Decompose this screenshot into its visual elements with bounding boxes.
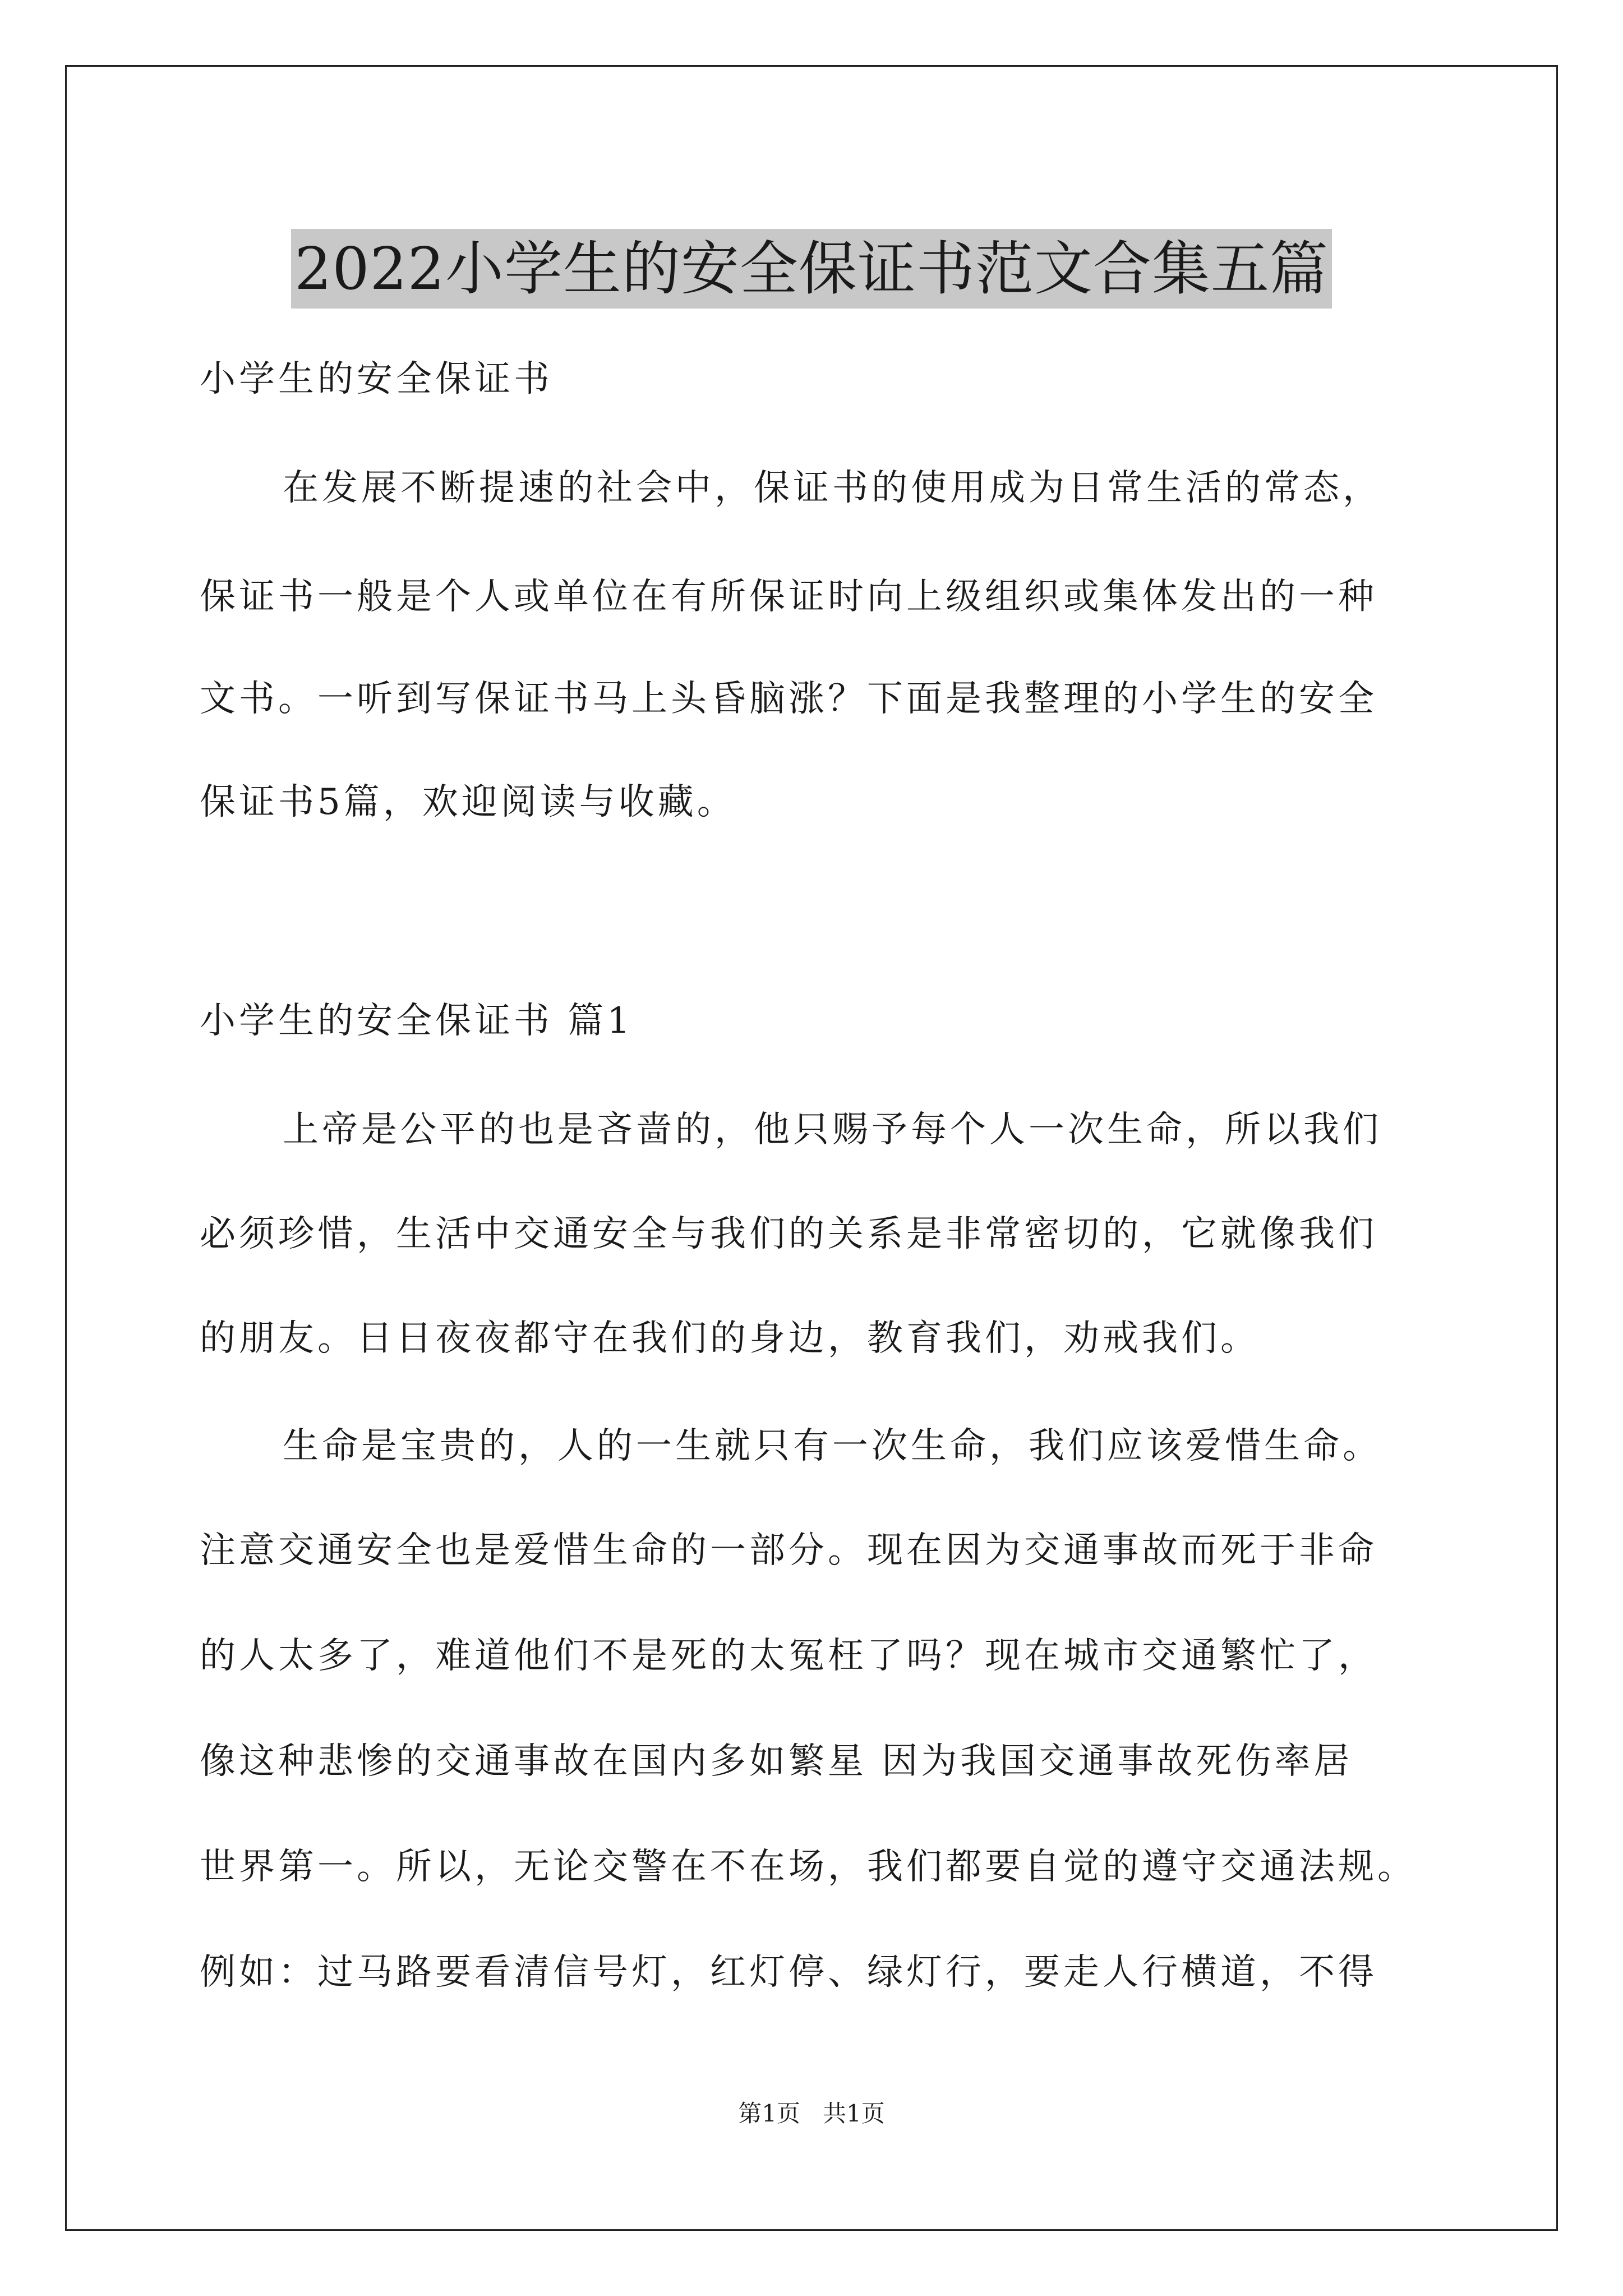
section-heading: 小学生的安全保证书 [200,358,553,400]
paragraph-line: 世界第一。所以，无论交警在不在场，我们都要自觉的遵守交通法规。 [200,1846,1417,1888]
paragraph-line: 保证书一般是个人或单位在有所保证时向上级组织或集体发出的一种 [200,576,1377,618]
paragraph-line: 在发展不断提速的社会中，保证书的使用成为日常生活的常态， [283,467,1382,509]
paragraph-line: 注意交通安全也是爱惜生命的一部分。现在因为交通事故而死于非命 [200,1530,1377,1571]
paragraph-line: 保证书5篇，欢迎阅读与收藏。 [200,781,736,823]
page-footer [0,2098,1623,2129]
document-title: 2022小学生的安全保证书范文合集五篇 [291,229,1332,309]
page-total: 共1页 [823,2100,885,2127]
title-container [0,190,1623,347]
paragraph-line: 的人太多了，难道他们不是死的太冤枉了吗？现在城市交通繁忙了， [200,1635,1377,1677]
paragraph-line: 例如：过马路要看清信号灯，红灯停、绿灯行，要走人行横道，不得 [200,1952,1377,1993]
paragraph-line: 上帝是公平的也是吝啬的，他只赐予每个人一次生命，所以我们 [283,1109,1382,1151]
paragraph-line: 文书。一听到写保证书马上头昏脑涨？下面是我整理的小学生的安全 [200,678,1377,720]
paragraph-line: 的朋友。日日夜夜都守在我们的身边，教育我们，劝戒我们。 [200,1318,1260,1359]
paragraph-line: 生命是宝贵的，人的一生就只有一次生命，我们应该爱惜生命。 [283,1425,1382,1467]
paragraph-line: 像这种悲惨的交通事故在国内多如繁星 因为我国交通事故死伤率居 [200,1741,1353,1782]
page-number: 第1页 [738,2100,800,2127]
section-heading: 小学生的安全保证书 篇1 [200,1000,634,1042]
paragraph-line: 必须珍惜，生活中交通安全与我们的关系是非常密切的，它就像我们 [200,1213,1377,1255]
